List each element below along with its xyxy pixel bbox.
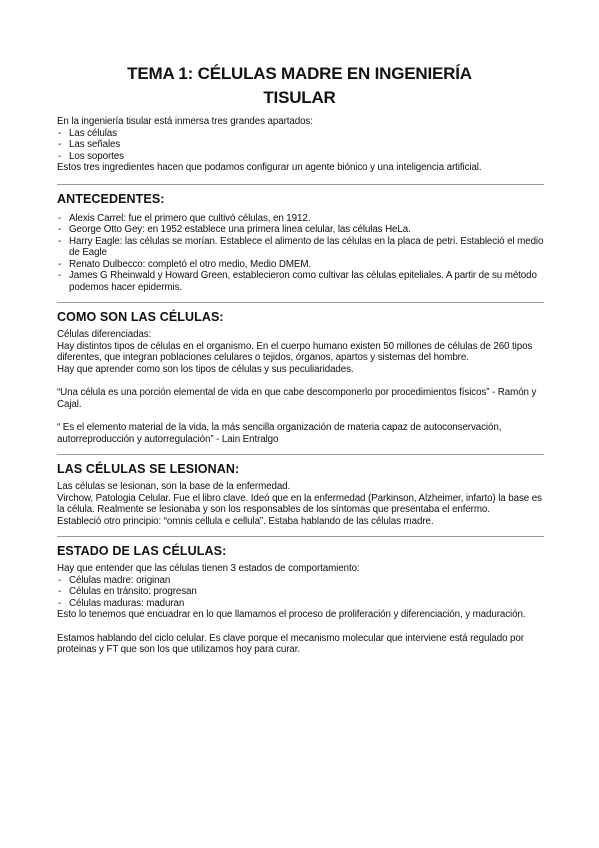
paragraph: Esto lo tenemos que encuadrar en lo que llamamos el proceso de proliferación y diferenciación, y maduración. [57,609,526,620]
heading-colon: : [222,544,227,558]
list-item: - Células maduras: maduran [57,598,544,610]
heading-text: ANTECEDENTES [57,191,161,206]
heading-text: ESTADO DE LAS CÉLULAS [57,544,223,558]
intro-list [57,128,544,163]
subheading: Células diferenciadas: [57,329,152,340]
document-body [57,116,544,656]
heading-text: COMO SON LAS CÉLULAS [57,310,220,324]
section-heading-antecedentes [57,191,544,207]
quote-ramon-y-cajal: “Una célula es una porción elemental de vida en que cabe descomponerlo por procedimientos físicos” - Ramón y Cajal. [57,387,537,410]
title-line-1: TEMA 1: CÉLULAS MADRE EN INGENIERÍA [127,64,472,83]
heading-colon: : [235,462,240,476]
list-item: - Las células [57,128,544,140]
document-title [40,62,559,110]
list-item: - Células madre: originan [57,575,544,587]
title-line-2: TISULAR [263,88,336,107]
intro-lead: En la ingeniería tisular está inmersa tres grandes apartados: [57,116,313,127]
section-heading-como-son [57,309,544,325]
heading-colon: : [219,310,224,324]
intro-closing: Estos tres ingredientes hacen que podamos configurar un agente biónico y una inteligencia artificial. [57,162,482,173]
paragraph: Virchow, Patologia Celular. Fue el libro clave. Ideó que en la enfermedad (Parkinson, Alzheimer, infarto) la base es la célula. Realmente se lesionaba y son los responsables de los síntomas que presentaba el enfermo. [57,492,542,515]
list-item: - Células en tránsito: progresan [57,586,544,598]
list-item: - Renato Dulbecco: completó el otro medio, Medio DMEM. [57,259,544,271]
list-item: - Harry Eagle: las células se morían. Establece el alimento de las células en la placa de petri. Estableció el medio de Eagle [57,236,544,259]
heading-colon: : [160,191,165,206]
list-item: - Los soportes [57,151,544,163]
estado-list [57,575,544,610]
list-item: - Alexis Carrel: fue el primero que cultivó células, en 1912. [57,213,544,225]
antecedentes-list [57,213,544,294]
quote-lain-entralgo: “ Es el elemento material de la vida, la más sencilla organización de materia capaz de autoconservación, autorreproducción y autorregulación” - Lain Entralgo [57,422,502,445]
list-item: - James G Rheinwald y Howard Green, establecieron como cultivar las células epiteliales. A partir de su método podemos hacer epidermis. [57,270,544,293]
paragraph: Estableció otro principio: “omnis cellula e cellula”. Estaba hablando de las células madre. [57,515,434,527]
section-heading-lesionan [57,461,544,477]
list-item: - George Otto Gey: en 1952 establece una primera linea celular, las células HeLa. [57,224,544,236]
paragraph: Las células se lesionan, son la base de la enfermedad. [57,481,291,492]
paragraph: Hay que aprender como son los tipos de células y sus peculiaridades. [57,363,354,375]
paragraph: Estamos hablando del ciclo celular. Es clave porque el mecanismo molecular que interviene está regulado por proteinas y FT que son los que utilizamos hoy para curar. [57,632,524,655]
paragraph: Hay que entender que las células tienen 3 estados de comportamiento: [57,563,360,574]
heading-text: LAS CÉLULAS SE LESIONAN [57,462,236,476]
paragraph: Hay distintos tipos de células en el organismo. En el cuerpo humano existen 50 millones de células de 260 tipos diferentes, que integran poblaciones celulares o tejidos, órganos, apartos y sistemas del hombre. [57,340,533,363]
section-heading-estado [57,543,544,559]
list-item: - Las señales [57,139,544,151]
